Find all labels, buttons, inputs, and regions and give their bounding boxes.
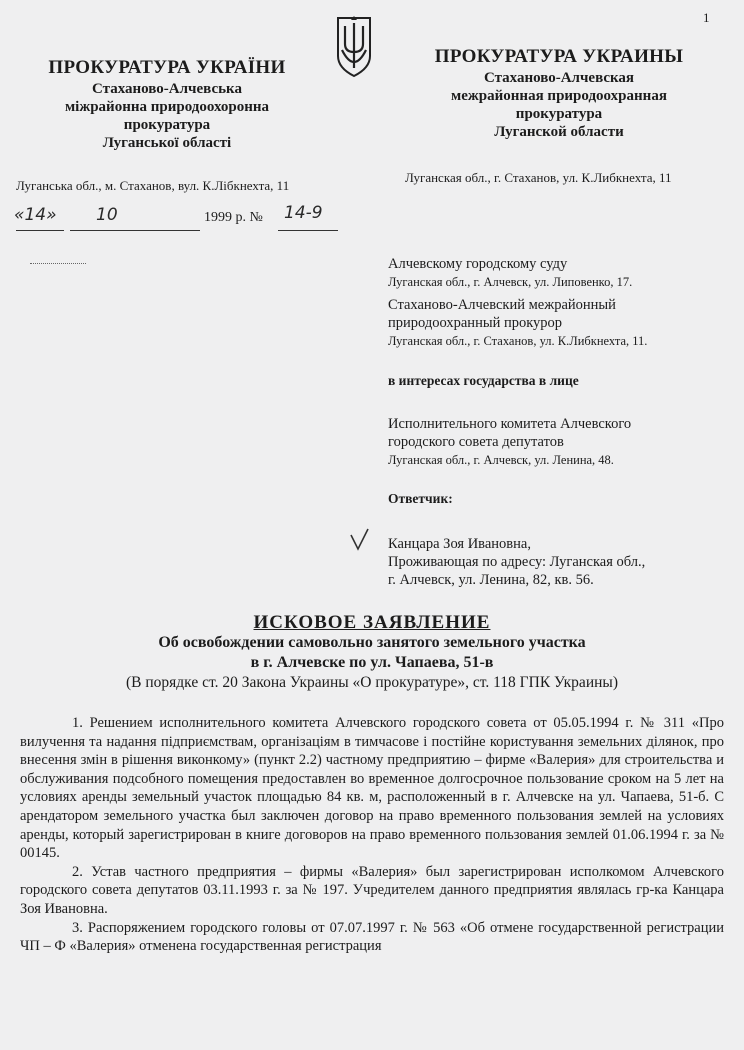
title-subject-line2: в г. Алчевске по ул. Чапаева, 51-в (250, 654, 494, 671)
prosecutor-block (388, 296, 728, 350)
paragraph-2: 2. Устав частного предприятия – фирмы «Валерия» был зарегистрирован исполкомом Алчевского городского совета депутатов 03.11.1993 г. за № 197. Учредителем данного предприятия являлась гр-ка Канцара Зоя Ивановна. (20, 863, 724, 917)
header-left-line4: Луганської області (102, 135, 232, 151)
header-left-address: Луганська обл., м. Стаханов, вул. К.Лібкнехта, 11 (16, 178, 290, 193)
header-right-line1: Стаханово-Алчевская (483, 70, 635, 86)
committee-line2: городского совета депутатов (388, 434, 564, 450)
header-left (12, 56, 322, 152)
defendant-block (388, 535, 728, 589)
header-right (398, 45, 720, 141)
header-right-title: ПРОКУРАТУРА УКРАИНЫ (434, 46, 684, 67)
defendant-address-line1: Проживающая по адресу: Луганская обл., (388, 554, 646, 570)
defendant-name: Канцара Зоя Ивановна, (388, 536, 531, 552)
court-address: Луганская обл., г. Алчевск, ул. Липовенко, 17. (388, 275, 633, 289)
date-line (14, 205, 354, 233)
committee-block (388, 415, 728, 469)
body-text (20, 714, 724, 956)
title-legal-basis: (В порядке ст. 20 Закона Украины «О прокуратуре», ст. 118 ГПК Украины) (126, 674, 618, 691)
document-number: 14-9 (284, 203, 323, 223)
committee-address: Луганская обл., г. Алчевск, ул. Ленина, 48. (388, 453, 614, 467)
header-left-line2: міжрайонна природоохоронна (64, 99, 270, 115)
interests-label: в интересах государства в лице (388, 373, 579, 388)
court-addressee (388, 255, 728, 291)
court-name: Алчевскому городскому суду (388, 256, 568, 272)
date-year-text: 1999 р. № (204, 210, 263, 225)
date-day: «14» (14, 205, 57, 225)
header-left-title: ПРОКУРАТУРА УКРАЇНИ (48, 57, 286, 78)
paragraph-3: 3. Распоряжением городского головы от 07.07.1997 г. № 563 «Об отмене государственной регистрации ЧП – Ф «Валерия» отменена государственная регистрация (20, 919, 724, 955)
header-right-address: Луганская обл., г. Стаханов, ул. К.Либкнехта, 11 (405, 170, 672, 185)
header-right-line3: прокуратура (515, 106, 603, 122)
date-month: 10 (96, 205, 118, 225)
defendant-address-line2: г. Алчевск, ул. Ленина, 82, кв. 56. (388, 572, 594, 588)
checkmark-icon (348, 527, 372, 551)
prosecutor-address: Луганская обл., г. Стаханов, ул. К.Либкнехта, 11. (388, 334, 648, 348)
prosecutor-line1: Стаханово-Алчевский межрайонный (388, 297, 616, 313)
header-right-line4: Луганской области (494, 124, 624, 140)
margin-mark (30, 262, 86, 264)
header-left-line1: Стаханово-Алчевська (92, 81, 242, 97)
header-right-line2: межрайонная природоохранная (451, 88, 667, 104)
trident-emblem-icon (333, 14, 375, 78)
paragraph-1: 1. Решением исполнительного комитета Алчевского городского совета от 05.05.1994 г. № 311 «Про вилучення та надання підприємствам, організаціям в тимчасове і постійне користування земельних ділянок, про внесення змін в рішення виконкому» (пункт 2.2) частному предприятию – фирме «Валерия» для строительства и обслуживания подсобного помещения предоставлен во временное долгосрочное пользование сроком на 5 лет на условиях аренды земельный участок площадью 84 кв. м, расположенный в г. Алчевске на ул. Чапаева, 51-б. С арендатором земельного участка был заключен договор на право временного пользования землей на условиях аренды, который зарегистрирован в книге договоров на право временного пользования землей 01.06.1994 г. за № 00145. (20, 715, 724, 862)
title-subject-line1: Об освобождении самовольно занятого земельного участка (158, 634, 586, 651)
defendant-label: Ответчик: (388, 491, 453, 506)
document-title: ИСКОВОЕ ЗАЯВЛЕНИЕ (253, 612, 491, 633)
header-left-line3: прокуратура (123, 117, 211, 133)
committee-line1: Исполнительного комитета Алчевского (388, 416, 632, 432)
prosecutor-line2: природоохранный прокурор (388, 315, 563, 331)
page-number: 1 (703, 10, 710, 25)
